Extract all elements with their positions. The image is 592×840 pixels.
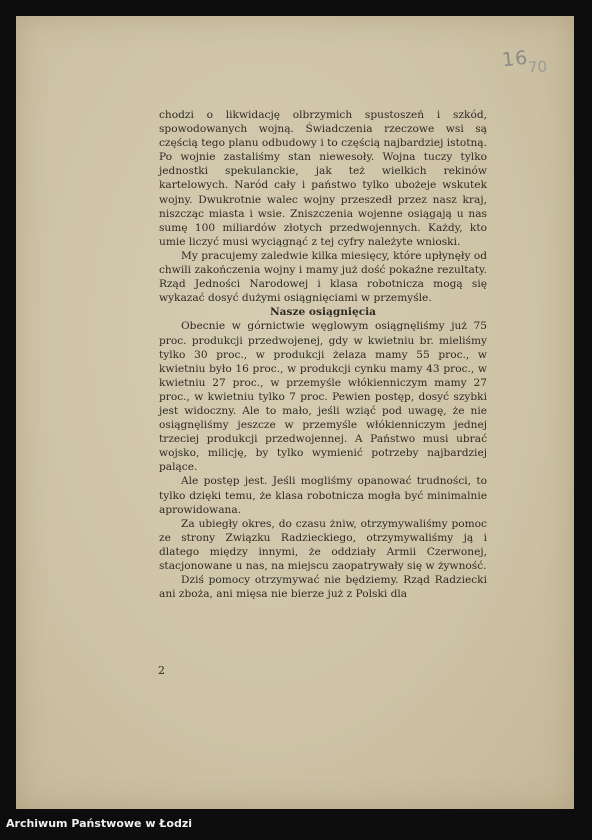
paragraph: chodzi o likwidację olbrzymich spustoszeń i szkód, spowodowanych wojną. Świadczenia rzeczowe wsi są częścią tego planu odbudowy i to częścią najbardziej istotną. Po wojnie zastaliśmy stan niewesoły. Wojna tuczy tylko jednostki spekulanckie, jak też wielkich rekinów kartelowych. Naród cały i państwo tylko ubożeje wskutek wojny. Dwukrotnie walec wojny przeszedł przez nasz kraj, niszcząc miasta i wsie. Zniszczenia wojenne osiągają u nas sumę 100 miliardów złotych przedwojennych. Każdy, kto umie liczyć musi wyciągnąć z tej cyfry należyte wnioski.	[159, 109, 487, 248]
section-heading: Nasze osiągnięcia	[269, 306, 377, 319]
paragraph: Obecnie w górnictwie węglowym osiągnęliśmy już 75 proc. produkcji przedwojenej, gdy w kwietniu br. mieliśmy tylko 30 proc., w produkcji żelaza mamy 55 proc., w kwietniu było 16 proc., w produkcji cynku mamy 43 proc., w kwietniu 27 proc., w przemyśle włókienniczym mamy 27 proc., w kwietniu tylko 7 proc. Pewien postęp, dosyć szybki jest widoczny. Ale to mało, jeśli wziąć pod uwagę, że nie osiągnęliśmy jeszcze w przemyśle włókienniczym jednej trzeciej produkcji przedwojennej. A Państwo musi ubrać wojsko, milicję, by tylko wymienić potrzeby najbardziej palące.	[159, 320, 487, 474]
paragraph: My pracujemy zaledwie kilka miesięcy, które upłynęły od chwili zakończenia wojny i mamy już dość pokaźne rezultaty. Rząd Jedności Narodowej i klasa robotnicza mogą się wykazać dosyć dużymi osiągnięciami w przemyśle.	[159, 249, 487, 305]
paragraph: Za ubiegły okres, do czasu żniw, otrzymywaliśmy pomoc ze strony Związku Radzieckiego, otrzymywaliśmy ją i dlatego między innymi, że oddziały Armii Czerwonej, stacjonowane u nas, na miejscu zaopatrywały się w żywność.	[159, 517, 487, 572]
document-body	[159, 108, 487, 601]
footer-bar	[0, 809, 592, 840]
paragraph: Ale postęp jest. Jeśli mogliśmy opanować trudności, to tylko dzięki temu, że klasa robotnicza mogła być minimalnie aprowidowana.	[159, 475, 487, 516]
page-number: 2	[158, 664, 165, 677]
paragraph: Dziś pomocy otrzymywać nie będziemy. Rząd Radziecki ani zboża, ani mięsa nie bierze już z Polski dla	[159, 574, 487, 601]
archive-pencil-number-2: 70	[527, 57, 548, 77]
archive-pencil-number: 16	[500, 46, 530, 72]
archive-caption: Archiwum Państwowe w Łodzi	[6, 817, 193, 830]
